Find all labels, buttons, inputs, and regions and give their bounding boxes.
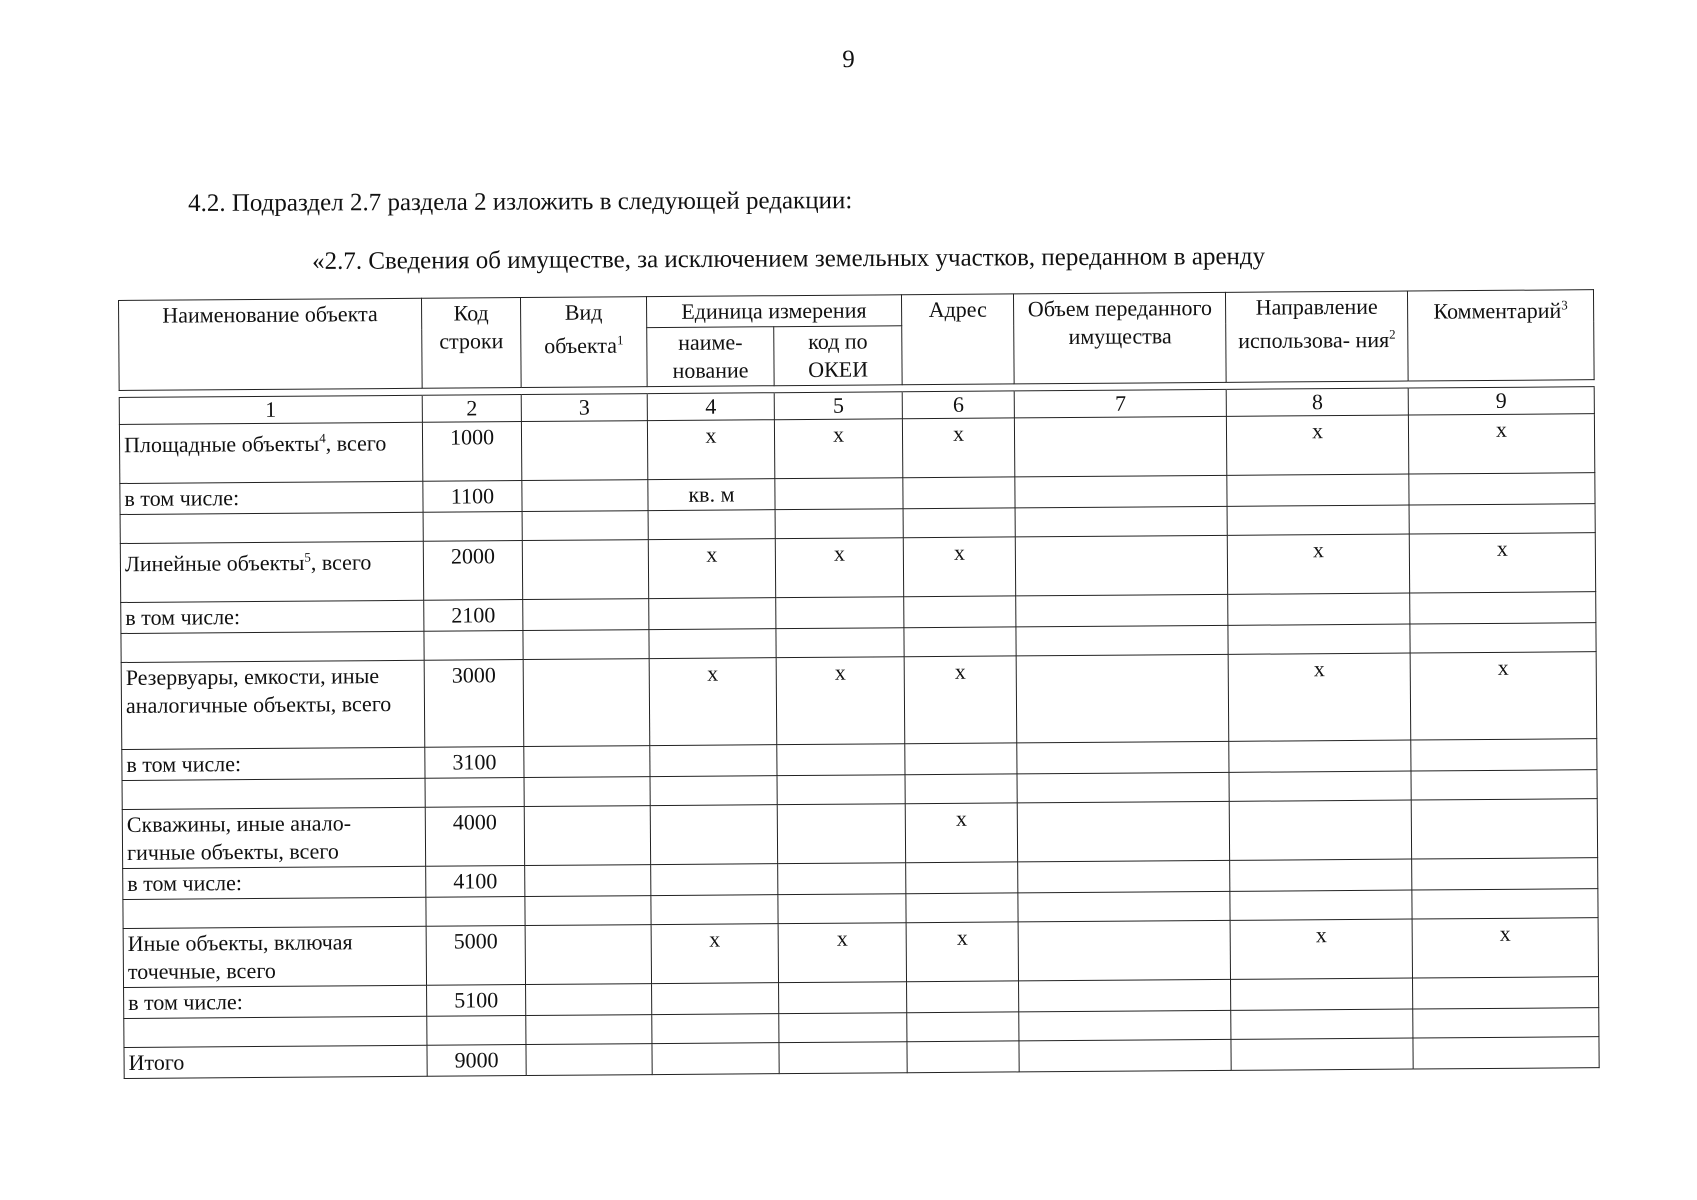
row-name: Иные объекты, включая точечные, всего [123,926,426,987]
column-number: 5 [774,392,902,420]
cell-mark: x [647,420,775,480]
cell-mark: x [1412,918,1598,978]
footnote-ref: 3 [1561,297,1568,313]
header-unit-group: Единица измерения [646,295,901,328]
column-number: 3 [521,394,647,422]
header-type: Вид объекта$^1$ [521,297,647,388]
header-unit-name: наиме- нование [646,327,774,387]
column-number: 9 [1408,387,1594,415]
header-address: Адрес [901,294,1014,385]
row-code: 5100 [426,985,526,1017]
footnote-ref: 2 [1389,326,1396,342]
row-name: в том числе: [122,747,425,780]
cell-mark: x [905,803,1018,863]
intro-paragraph: 4.2. Подраздел 2.7 раздела 2 изложить в следующей редакции: [188,187,853,217]
row-name: Площадные объекты$^4$, всего [119,422,422,483]
row-name: в том числе: [121,600,424,633]
cell-mark: x [1409,533,1595,593]
table-row [120,533,1595,603]
column-number: 7 [1015,389,1227,418]
row-name: Линейные объекты$^5$, всего [120,541,423,602]
header-direction: Направление использова- ния$^2$ [1226,291,1408,382]
column-number: 2 [422,395,522,423]
cell-mark: x [1228,653,1410,741]
footnote-ref: 1 [616,332,624,348]
footnote-ref: 5 [304,549,311,565]
column-number: 8 [1226,388,1408,416]
header-volume: Объем переданного имущества [1014,292,1227,384]
row-code: 4100 [425,866,525,898]
table-row [119,414,1594,484]
table-row [121,652,1597,750]
header-unit-code: код по ОКЕИ [774,326,902,386]
row-code: 2000 [423,541,523,601]
row-name: Итого [124,1045,427,1078]
table-row [122,799,1597,869]
row-name: Резервуары, емкости, иные аналогичные объекты, всего [121,660,424,749]
header-code: Код строки [421,298,521,389]
cell-mark: x [775,419,903,479]
row-name: в том числе: [120,481,423,514]
cell-mark: x [776,657,904,745]
row-code: 1100 [423,481,523,513]
column-number: 4 [647,393,775,421]
header-comment: Комментарий$^3$ [1407,290,1594,381]
cell-mark: x [903,537,1016,597]
cell-mark: x [1227,415,1409,475]
row-code: 9000 [427,1045,527,1077]
cell-mark: x [1230,919,1412,979]
cell-mark: x [649,658,777,746]
cell-mark: x [1408,414,1594,474]
cell-mark: x [904,656,1017,744]
row-code: 3100 [425,747,525,779]
cell-mark: x [651,924,779,984]
row-code: 5000 [426,926,526,986]
cell-mark: x [906,922,1019,982]
row-code: 3000 [424,660,524,748]
footnote-ref: 4 [319,430,326,446]
row-name: Скважины, иные анало- гичные объекты, всего [122,807,425,868]
cell-mark: x [778,923,906,983]
cell-mark: x [902,418,1015,478]
cell-unit: кв. м [648,479,776,511]
property-table [118,289,1600,1079]
column-number: 6 [902,391,1015,419]
cell-mark: x [1410,652,1597,740]
page-number: 9 [842,46,855,73]
table-row [123,918,1598,988]
column-number: 1 [119,395,422,424]
row-code: 1000 [422,422,522,482]
row-code: 2100 [423,600,523,632]
cell-mark: x [648,539,776,599]
row-code: 4000 [425,807,525,867]
row-name: в том числе: [123,866,426,899]
table-caption: «2.7. Сведения об имуществе, за исключением земельных участков, переданном в аренду [312,243,1266,275]
cell-mark: x [776,538,904,598]
row-name: в том числе: [124,985,427,1018]
header-name: Наименование объекта [119,298,422,390]
cell-mark: x [1228,534,1410,594]
